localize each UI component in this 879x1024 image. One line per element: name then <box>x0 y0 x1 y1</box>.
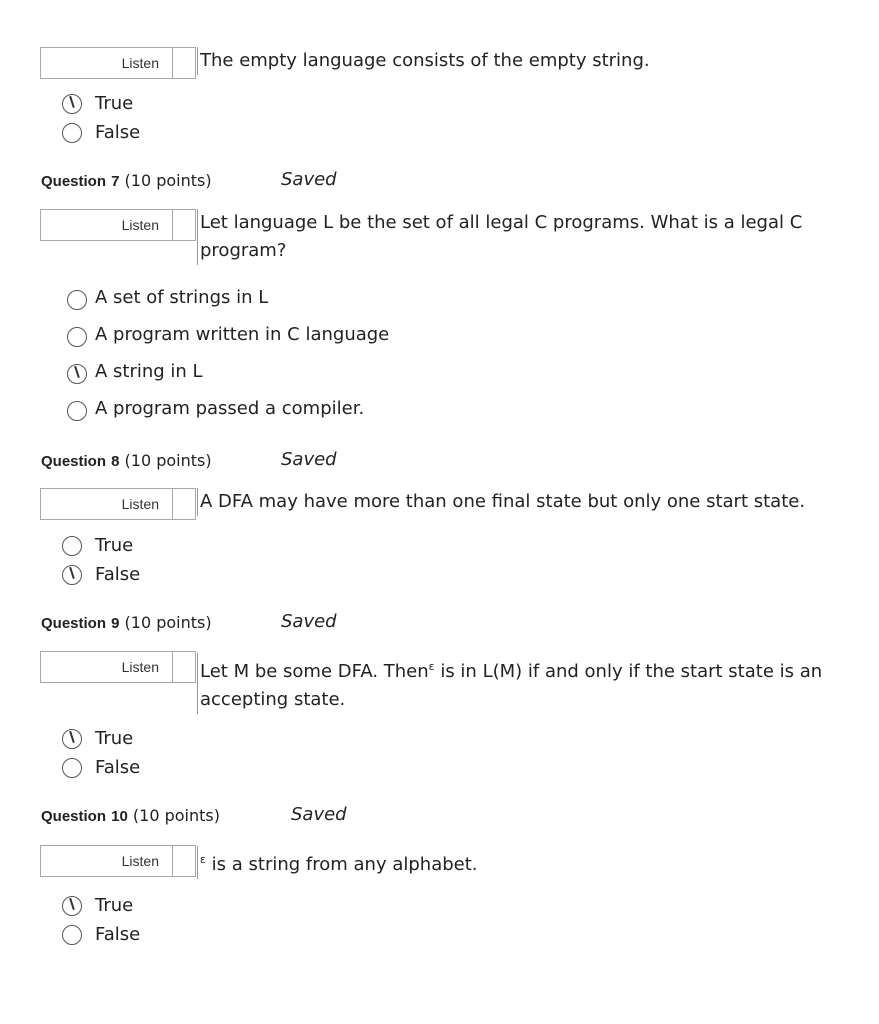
q8-saved-status: Saved <box>281 449 337 470</box>
q9-option-false[interactable]: False <box>95 757 141 778</box>
listen-label: Listen <box>121 659 159 675</box>
q7-saved-status: Saved <box>281 169 337 190</box>
q7-radio-b[interactable] <box>67 327 87 347</box>
listen-label: Listen <box>121 853 159 869</box>
q7-radio-d[interactable] <box>67 401 87 421</box>
listen-button-q7[interactable] <box>40 209 196 241</box>
listen-label: Listen <box>121 496 159 512</box>
q7-radio-a[interactable] <box>67 290 87 310</box>
listen-label: Listen <box>121 217 159 233</box>
question-10-header: Question 10 (10 points) <box>41 806 220 825</box>
listen-divider <box>172 489 173 519</box>
question-9-text: Let M be some DFA. Then$^\varepsilon$ is in L(M) if and only if the start state is an accepting state. <box>197 653 822 714</box>
listen-button-q10[interactable] <box>40 845 196 877</box>
question-6-text: The empty language consists of the empty string. <box>197 47 650 75</box>
q7-option-c[interactable]: A string in L <box>95 361 203 382</box>
q10-radio-false[interactable] <box>62 925 82 945</box>
q8-option-true[interactable]: True <box>95 535 134 556</box>
q9-option-true[interactable]: True <box>95 728 134 749</box>
q8-radio-true[interactable] <box>62 536 82 556</box>
listen-button-q9[interactable] <box>40 651 196 683</box>
q8-radio-false[interactable] <box>62 565 82 585</box>
q7-radio-c[interactable] <box>67 364 87 384</box>
q8-option-false[interactable]: False <box>95 564 141 585</box>
q9-radio-true[interactable] <box>62 729 82 749</box>
q10-radio-true[interactable] <box>62 896 82 916</box>
q10-option-true[interactable]: True <box>95 895 134 916</box>
q10-saved-status: Saved <box>291 804 347 825</box>
q7-option-b[interactable]: A program written in C language <box>95 324 390 345</box>
listen-divider <box>172 846 173 876</box>
q9-radio-false[interactable] <box>62 758 82 778</box>
listen-button-q6[interactable] <box>40 47 196 79</box>
epsilon-symbol: ε <box>428 660 435 673</box>
question-8-text: A DFA may have more than one final state but only one start state. <box>197 488 805 516</box>
question-7-header: Question 7 (10 points) <box>41 171 212 190</box>
listen-button-q8[interactable] <box>40 488 196 520</box>
q7-option-d[interactable]: A program passed a compiler. <box>95 398 365 419</box>
q10-option-false[interactable]: False <box>95 924 141 945</box>
question-10-text: $^\varepsilon$ is a string from any alphabet. <box>197 846 478 879</box>
q9-saved-status: Saved <box>281 611 337 632</box>
q6-radio-false[interactable] <box>62 123 82 143</box>
epsilon-symbol: ε <box>200 853 206 866</box>
question-9-header: Question 9 (10 points) <box>41 613 212 632</box>
listen-divider <box>172 48 173 78</box>
listen-divider <box>172 652 173 682</box>
listen-divider <box>172 210 173 240</box>
question-8-header: Question 8 (10 points) <box>41 451 212 470</box>
q6-radio-true[interactable] <box>62 94 82 114</box>
listen-label: Listen <box>121 55 159 71</box>
q6-option-true[interactable]: True <box>95 93 134 114</box>
q6-option-false[interactable]: False <box>95 122 141 143</box>
question-7-text: Let language L be the set of all legal C programs. What is a legal C program? <box>197 209 802 265</box>
q7-option-a[interactable]: A set of strings in L <box>95 287 269 308</box>
